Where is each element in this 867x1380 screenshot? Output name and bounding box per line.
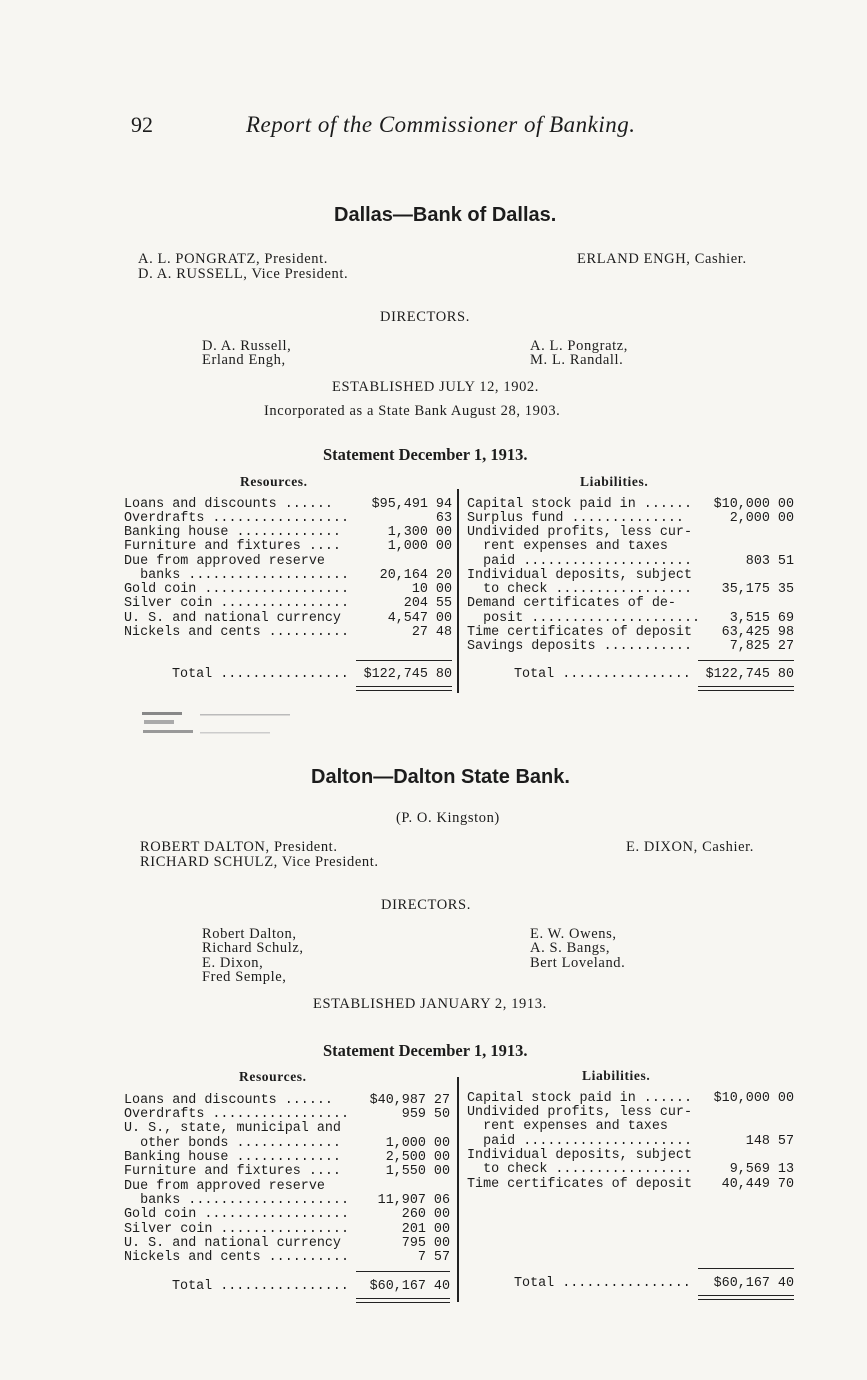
total-label: Total ................ xyxy=(514,667,691,682)
dalton-established: ESTABLISHED JANUARY 2, 1913. xyxy=(313,996,547,1012)
total-row xyxy=(172,668,452,682)
row-amount: 10 00 xyxy=(411,582,452,597)
total-row xyxy=(514,668,794,682)
dalton-director: Robert Dalton, xyxy=(202,926,297,942)
row-amount: 201 00 xyxy=(401,1222,450,1237)
row-label: Silver coin ................ xyxy=(124,596,349,611)
ledger-row xyxy=(124,597,452,611)
dallas-vice-president: D. A. RUSSELL, Vice President. xyxy=(138,266,349,282)
dallas-director: D. A. Russell, xyxy=(202,338,292,354)
row-label: Time certificates of deposit xyxy=(467,1177,692,1192)
ledger-row xyxy=(124,1165,450,1179)
dallas-directors-heading: DIRECTORS. xyxy=(380,309,470,325)
row-label: Time certificates of deposit xyxy=(467,625,692,640)
row-amount: 3,515 69 xyxy=(729,611,794,626)
row-amount: 4,547 00 xyxy=(387,611,452,626)
row-label: Banking house ............. xyxy=(124,525,341,540)
row-label: other bonds ............. xyxy=(124,1136,341,1151)
row-amount: 20,164 20 xyxy=(379,568,452,583)
row-amount: 803 51 xyxy=(745,554,794,569)
dalton-president: ROBERT DALTON, President. xyxy=(140,839,338,855)
dallas-cashier: ERLAND ENGH, Cashier. xyxy=(577,251,747,267)
dalton-vice-president: RICHARD SCHULZ, Vice President. xyxy=(140,854,379,870)
row-amount: $10,000 00 xyxy=(713,1091,794,1106)
dallas-president: A. L. PONGRATZ, President. xyxy=(138,251,328,267)
row-amount: 11,907 06 xyxy=(377,1193,450,1208)
row-label: Undivided profits, less cur- xyxy=(467,525,692,540)
dalton-director: E. W. Owens, xyxy=(530,926,617,942)
dalton-resources-heading: Resources. xyxy=(239,1069,307,1084)
row-label: Overdrafts ................. xyxy=(124,1107,349,1122)
dallas-director: Erland Engh, xyxy=(202,352,286,368)
dallas-resources-heading: Resources. xyxy=(240,474,308,489)
dalton-cashier: E. DIXON, Cashier. xyxy=(626,839,754,855)
dallas-established: ESTABLISHED JULY 12, 1902. xyxy=(332,379,539,395)
row-label: Due from approved reserve xyxy=(124,554,325,569)
ledger-row xyxy=(467,540,794,554)
sum-rule xyxy=(698,660,794,661)
ledger-row xyxy=(124,1122,450,1136)
row-amount: 204 55 xyxy=(403,596,452,611)
dalton-liabilities-heading: Liabilities. xyxy=(582,1068,651,1083)
row-amount: 959 50 xyxy=(401,1107,450,1122)
row-amount: 40,449 70 xyxy=(721,1177,794,1192)
row-label: Furniture and fixtures .... xyxy=(124,1164,341,1179)
row-label: Nickels and cents .......... xyxy=(124,625,349,640)
column-divider xyxy=(457,1077,459,1302)
row-amount: 7,825 27 xyxy=(729,639,794,654)
row-amount: 9,569 13 xyxy=(729,1162,794,1177)
row-label: Capital stock paid in ...... xyxy=(467,1091,692,1106)
double-rule xyxy=(698,690,794,691)
row-label: rent expenses and taxes xyxy=(467,539,668,554)
row-amount: 7 57 xyxy=(417,1250,450,1265)
row-label: Individual deposits, subject xyxy=(467,1148,692,1163)
row-amount: 63,425 98 xyxy=(721,625,794,640)
double-rule xyxy=(356,1302,450,1303)
row-label: to check ................. xyxy=(467,582,692,597)
row-label: Banking house ............. xyxy=(124,1150,341,1165)
double-rule xyxy=(356,1298,450,1299)
double-rule xyxy=(698,1295,794,1296)
bank-title-dallas: Dallas—Bank of Dallas. xyxy=(334,204,557,226)
row-label: Nickels and cents .......... xyxy=(124,1250,349,1265)
dalton-director: Richard Schulz, xyxy=(202,940,304,956)
bank-title-dalton: Dalton—Dalton State Bank. xyxy=(311,766,570,788)
row-label: Savings deposits ........... xyxy=(467,639,692,654)
ledger-row xyxy=(467,1120,794,1134)
row-label: U. S., state, municipal and xyxy=(124,1121,341,1136)
dalton-statement-title: Statement December 1, 1913. xyxy=(323,1041,528,1060)
running-title: Report of the Commissioner of Banking. xyxy=(246,112,636,137)
row-label: posit ..................... xyxy=(467,611,701,626)
row-amount: 795 00 xyxy=(401,1236,450,1251)
row-label: Loans and discounts ...... xyxy=(124,497,333,512)
row-amount: 1,000 00 xyxy=(387,539,452,554)
row-label: Individual deposits, subject xyxy=(467,568,692,583)
ledger-row xyxy=(467,1163,794,1177)
row-label: Demand certificates of de- xyxy=(467,596,676,611)
dalton-director: E. Dixon, xyxy=(202,955,264,971)
double-rule xyxy=(356,686,452,687)
row-amount: 63 xyxy=(435,511,452,526)
row-label: to check ................. xyxy=(467,1162,692,1177)
ledger-row xyxy=(124,1251,450,1265)
row-label: banks .................... xyxy=(124,1193,349,1208)
total-label: Total ................ xyxy=(514,1276,691,1291)
total-label: Total ................ xyxy=(172,1279,349,1294)
dallas-director: A. L. Pongratz, xyxy=(530,338,628,354)
row-amount: 2,000 00 xyxy=(729,511,794,526)
row-label: paid ..................... xyxy=(467,554,692,569)
ledger-row xyxy=(467,1178,794,1192)
row-label: Capital stock paid in ...... xyxy=(467,497,692,512)
row-amount: $10,000 00 xyxy=(713,497,794,512)
dalton-director: Fred Semple, xyxy=(202,969,287,985)
row-label: Loans and discounts ...... xyxy=(124,1093,333,1108)
sum-rule xyxy=(356,1271,450,1272)
page-number: 92 xyxy=(131,112,153,137)
row-amount: $95,491 94 xyxy=(371,497,452,512)
ledger-row xyxy=(467,640,794,654)
row-label: Due from approved reserve xyxy=(124,1179,325,1194)
double-rule xyxy=(698,686,794,687)
dalton-directors-heading: DIRECTORS. xyxy=(381,897,471,913)
row-amount: 1,300 00 xyxy=(387,525,452,540)
row-amount: $40,987 27 xyxy=(369,1093,450,1108)
row-label: Silver coin ................ xyxy=(124,1222,349,1237)
total-row xyxy=(172,1280,450,1294)
dalton-director: A. S. Bangs, xyxy=(530,940,611,956)
row-label: Surplus fund .............. xyxy=(467,511,684,526)
dallas-liabilities-heading: Liabilities. xyxy=(580,474,649,489)
sum-rule xyxy=(356,660,452,661)
total-amount: $60,167 40 xyxy=(369,1279,450,1294)
ink-smudge xyxy=(140,708,300,742)
row-label: paid ..................... xyxy=(467,1134,692,1149)
dallas-director: M. L. Randall. xyxy=(530,352,624,368)
total-amount: $122,745 80 xyxy=(705,667,794,682)
row-label: rent expenses and taxes xyxy=(467,1119,668,1134)
double-rule xyxy=(356,690,452,691)
row-amount: 148 57 xyxy=(745,1134,794,1149)
row-label: Furniture and fixtures .... xyxy=(124,539,341,554)
row-label: U. S. and national currency xyxy=(124,1236,341,1251)
total-label: Total ................ xyxy=(172,667,349,682)
ledger-row xyxy=(124,540,452,554)
ledger-row xyxy=(124,1208,450,1222)
dallas-statement-title: Statement December 1, 1913. xyxy=(323,445,528,464)
row-amount: 27 48 xyxy=(411,625,452,640)
dalton-director: Bert Loveland. xyxy=(530,955,626,971)
ledger-row xyxy=(124,626,452,640)
row-amount: 1,550 00 xyxy=(385,1164,450,1179)
row-amount: 260 00 xyxy=(401,1207,450,1222)
column-divider xyxy=(457,489,459,693)
double-rule xyxy=(698,1299,794,1300)
total-row xyxy=(514,1277,794,1291)
row-label: banks .................... xyxy=(124,568,349,583)
total-amount: $60,167 40 xyxy=(713,1276,794,1291)
row-label: Overdrafts ................. xyxy=(124,511,349,526)
row-label: Undivided profits, less cur- xyxy=(467,1105,692,1120)
row-label: U. S. and national currency xyxy=(124,611,341,626)
row-label: Gold coin .................. xyxy=(124,1207,349,1222)
ledger-row xyxy=(467,597,794,611)
row-label: Gold coin .................. xyxy=(124,582,349,597)
row-amount: 2,500 00 xyxy=(385,1150,450,1165)
row-amount: 35,175 35 xyxy=(721,582,794,597)
total-amount: $122,745 80 xyxy=(363,667,452,682)
row-amount: 1,000 00 xyxy=(385,1136,450,1151)
dalton-post-office: (P. O. Kingston) xyxy=(396,810,500,826)
dallas-incorporated: Incorporated as a State Bank August 28, 1903. xyxy=(264,403,561,419)
sum-rule xyxy=(698,1268,794,1269)
